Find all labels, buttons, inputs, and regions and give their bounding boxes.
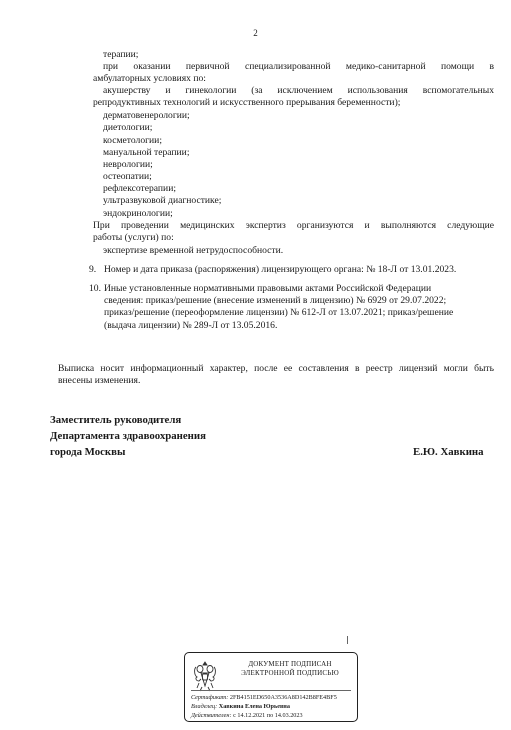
stamp-certificate-value: 2FB4151ED650A3536A8D142B8FE4BF5 [229, 694, 337, 701]
signer-position: Заместитель руководителя [50, 414, 182, 426]
page-number: 2 [253, 28, 258, 38]
note-line: Выписка носит информационный характер, после ее составления в реестр лицензий могли быть [58, 363, 494, 374]
text-line: Иные установленные нормативными правовыми актами Российской Федерации [104, 283, 432, 294]
text-line: акушерству и гинекологии (за исключением использования вспомогательных [103, 85, 494, 96]
text-line: неврологии; [103, 159, 153, 170]
stamp-heading-line-2: ЭЛЕКТРОННОЙ ПОДПИСЬЮ [241, 669, 339, 677]
text-line: при оказании первичной специализированной медико-санитарной помощи в [103, 61, 494, 72]
text-line: амбулаторных условиях по: [93, 73, 206, 84]
stamp-validity [191, 712, 303, 719]
text-line: приказ/решение (переоформление лицензии) № 612-Л от 13.07.2021; приказ/решение [104, 307, 454, 318]
signer-city: города Москвы [50, 446, 126, 458]
order-number-line: Номер и дата приказа (распоряжения) лицензирующего органа: № 18-Л от 13.01.2023. [104, 264, 457, 275]
text-line: сведения: приказ/решение (внесение изменений в лицензию) № 6929 от 29.07.2022; [104, 295, 447, 306]
stamp-corner-mark [347, 636, 348, 644]
item-number: 9. [89, 264, 97, 275]
stamp-owner-value: Хавкина Елена Юрьевна [218, 703, 290, 710]
text-line: экспертизе временной нетрудоспособности. [103, 245, 284, 256]
note-line: внесены изменения. [58, 375, 141, 386]
coat-of-arms-icon [191, 659, 219, 693]
stamp-owner-label: Владелец: [191, 703, 218, 710]
item-number: 10. [89, 283, 101, 294]
stamp-validity-label: Действителен: [191, 712, 232, 719]
text-line: мануальной терапии; [103, 147, 190, 158]
text-line: работы (услуги) по: [93, 232, 174, 243]
text-line: дерматовенерологии; [103, 110, 190, 121]
stamp-owner [191, 703, 290, 710]
text-line: косметологии; [103, 135, 162, 146]
stamp-divider [191, 690, 351, 691]
text-line: остеопатии; [103, 171, 152, 182]
stamp-certificate [191, 694, 337, 701]
signer-department: Департамента здравоохранения [50, 430, 206, 442]
text-line: (выдача лицензии) № 289-Л от 13.05.2016. [104, 320, 278, 331]
text-line: эндокринологии; [103, 208, 173, 219]
stamp-heading-line-1: ДОКУМЕНТ ПОДПИСАН [248, 660, 332, 668]
text-line: диетологии; [103, 122, 153, 133]
text-line: репродуктивных технологий и искусственного прерывания беременности); [93, 97, 401, 108]
text-line: ультразвуковой диагностике; [103, 195, 222, 206]
text-line: терапии; [103, 49, 139, 60]
stamp-validity-value: с 14.12.2021 по 14.03.2023 [233, 712, 303, 719]
text-line: рефлексотерапии; [103, 183, 176, 194]
stamp-certificate-label: Сертификат: [191, 694, 229, 701]
electronic-signature-stamp [184, 652, 358, 722]
stamp-heading [225, 660, 355, 678]
text-line: При проведении медицинских экспертиз организуются и выполняются следующие [93, 220, 494, 231]
signer-name: Е.Ю. Хавкина [413, 446, 484, 458]
